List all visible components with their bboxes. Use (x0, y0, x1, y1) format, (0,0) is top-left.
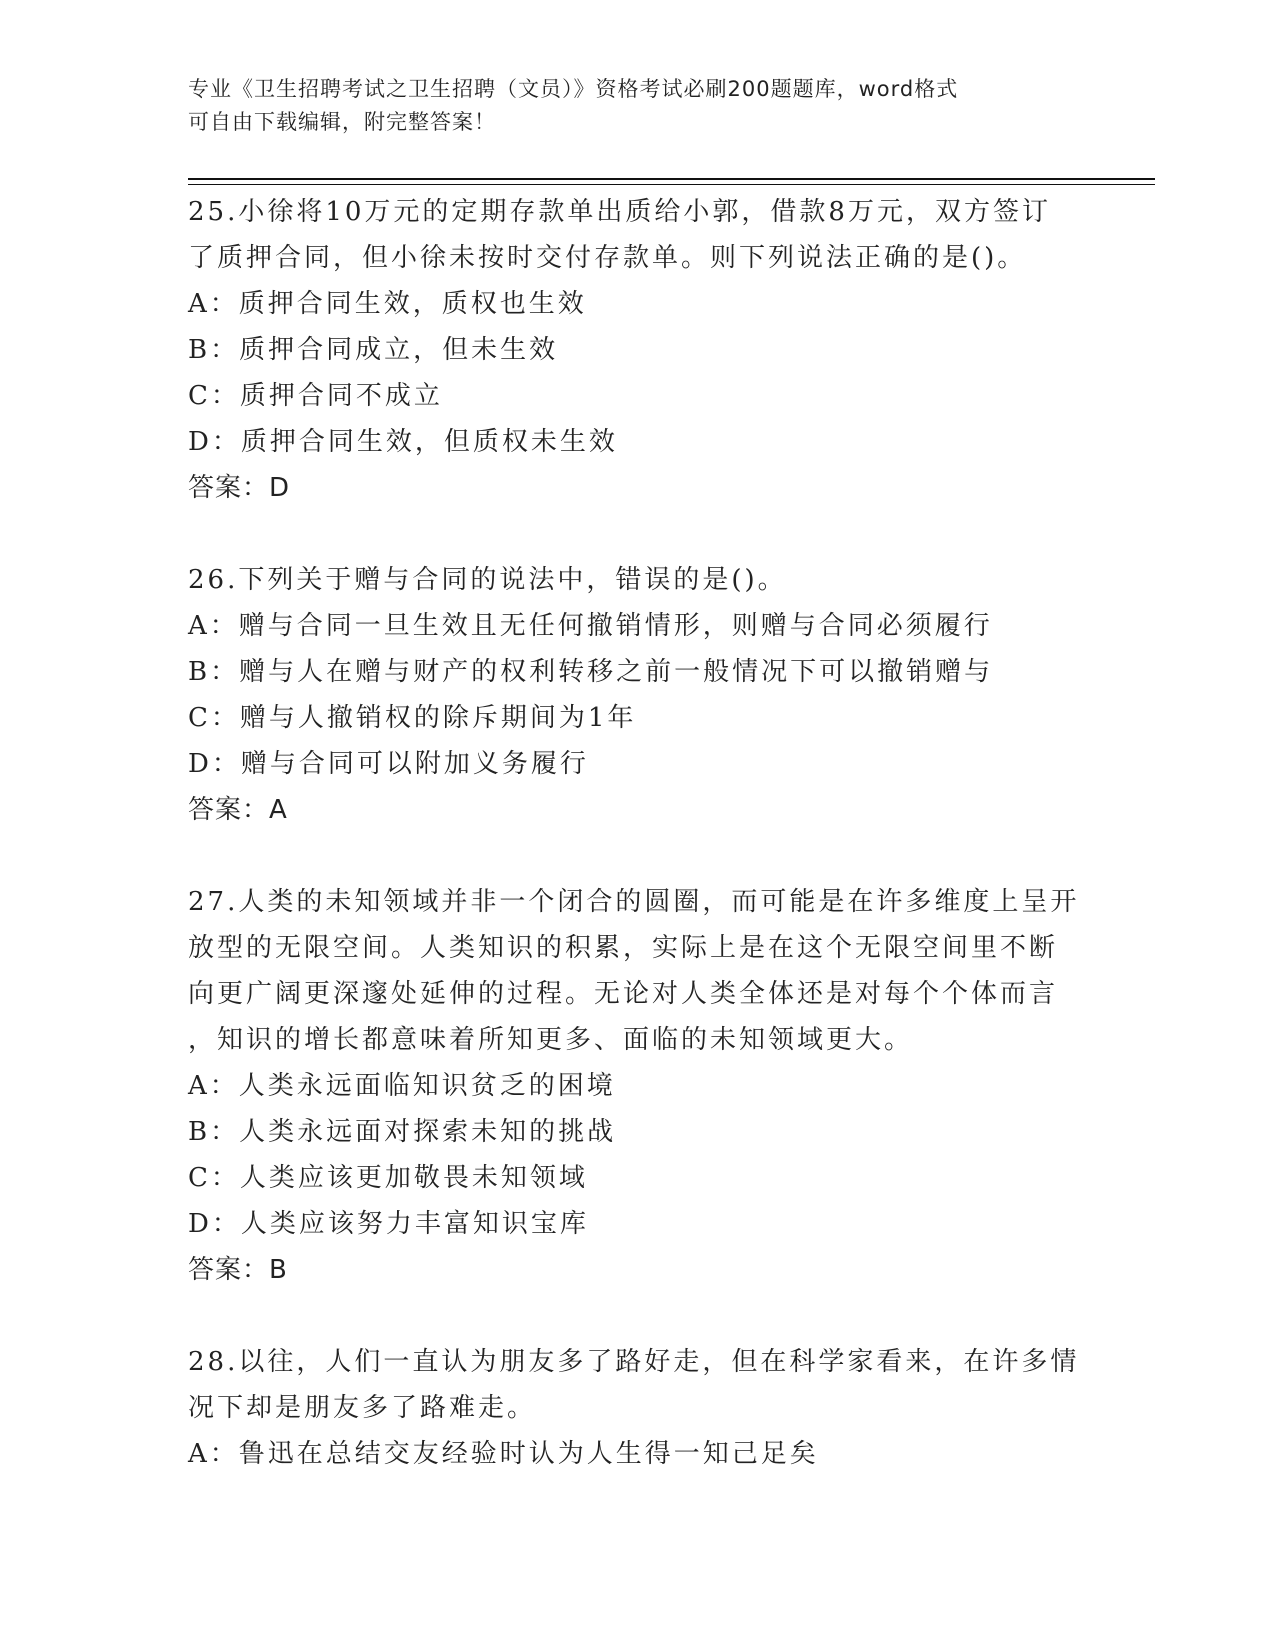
spacer (188, 1293, 1088, 1339)
question-list (188, 189, 1088, 1477)
answer-line: 答案：D (188, 473, 291, 503)
option-b: B：赠与人在赠与财产的权利转移之前一般情况下可以撤销赠与 (188, 657, 994, 687)
question-block (188, 1339, 1088, 1477)
question-stem-line: 25.小徐将10万元的定期存款单出质给小郭，借款8万元，双方签订 (188, 197, 1051, 227)
header-rule-thick (188, 178, 1155, 180)
spacer (188, 511, 1088, 557)
option-c: C：赠与人撤销权的除斥期间为1年 (188, 703, 637, 733)
option-a: A：鲁迅在总结交友经验时认为人生得一知己足矣 (188, 1439, 819, 1469)
question-stem-line: 况下却是朋友多了路难走。 (188, 1393, 537, 1423)
question-stem-line: 放型的无限空间。人类知识的积累，实际上是在这个无限空间里不断 (188, 933, 1059, 963)
option-c: C：人类应该更加敬畏未知领域 (188, 1163, 588, 1193)
option-b: B：人类永远面对探索未知的挑战 (188, 1117, 617, 1147)
header-line-1: 专业《卫生招聘考试之卫生招聘（文员）》资格考试必刷200题题库，word格式 (188, 77, 959, 101)
question-stem-line: ，知识的增长都意味着所知更多、面临的未知领域更大。 (188, 1025, 914, 1055)
option-c: C：质押合同不成立 (188, 381, 443, 411)
question-block (188, 879, 1088, 1293)
option-b: B：质押合同成立，但未生效 (188, 335, 559, 365)
answer-line: 答案：B (188, 1255, 288, 1285)
option-d: D：人类应该努力丰富知识宝库 (188, 1209, 589, 1239)
question-stem-line: 28.以往，人们一直认为朋友多了路好走，但在科学家看来，在许多情 (188, 1347, 1080, 1377)
option-d: D：质押合同生效，但质权未生效 (188, 427, 618, 457)
option-a: A：人类永远面临知识贫乏的困境 (188, 1071, 616, 1101)
document-header (188, 73, 1088, 139)
question-stem-line: 了质押合同，但小徐未按时交付存款单。则下列说法正确的是()。 (188, 243, 1027, 273)
spacer (188, 833, 1088, 879)
question-stem-line: 27.人类的未知领域并非一个闭合的圆圈，而可能是在许多维度上呈开 (188, 887, 1080, 917)
option-a: A：赠与合同一旦生效且无任何撤销情形，则赠与合同必须履行 (188, 611, 993, 641)
question-block (188, 557, 1088, 833)
option-d: D：赠与合同可以附加义务履行 (188, 749, 589, 779)
option-a: A：质押合同生效，质权也生效 (188, 289, 587, 319)
question-stem-line: 向更广阔更深邃处延伸的过程。无论对人类全体还是对每个个体而言 (188, 979, 1059, 1009)
header-rule-thin (188, 184, 1155, 185)
question-stem-line: 26.下列关于赠与合同的说法中，错误的是()。 (188, 565, 787, 595)
question-block (188, 189, 1088, 511)
header-line-2: 可自由下载编辑，附完整答案！ (188, 110, 496, 134)
answer-line: 答案：A (188, 795, 288, 825)
